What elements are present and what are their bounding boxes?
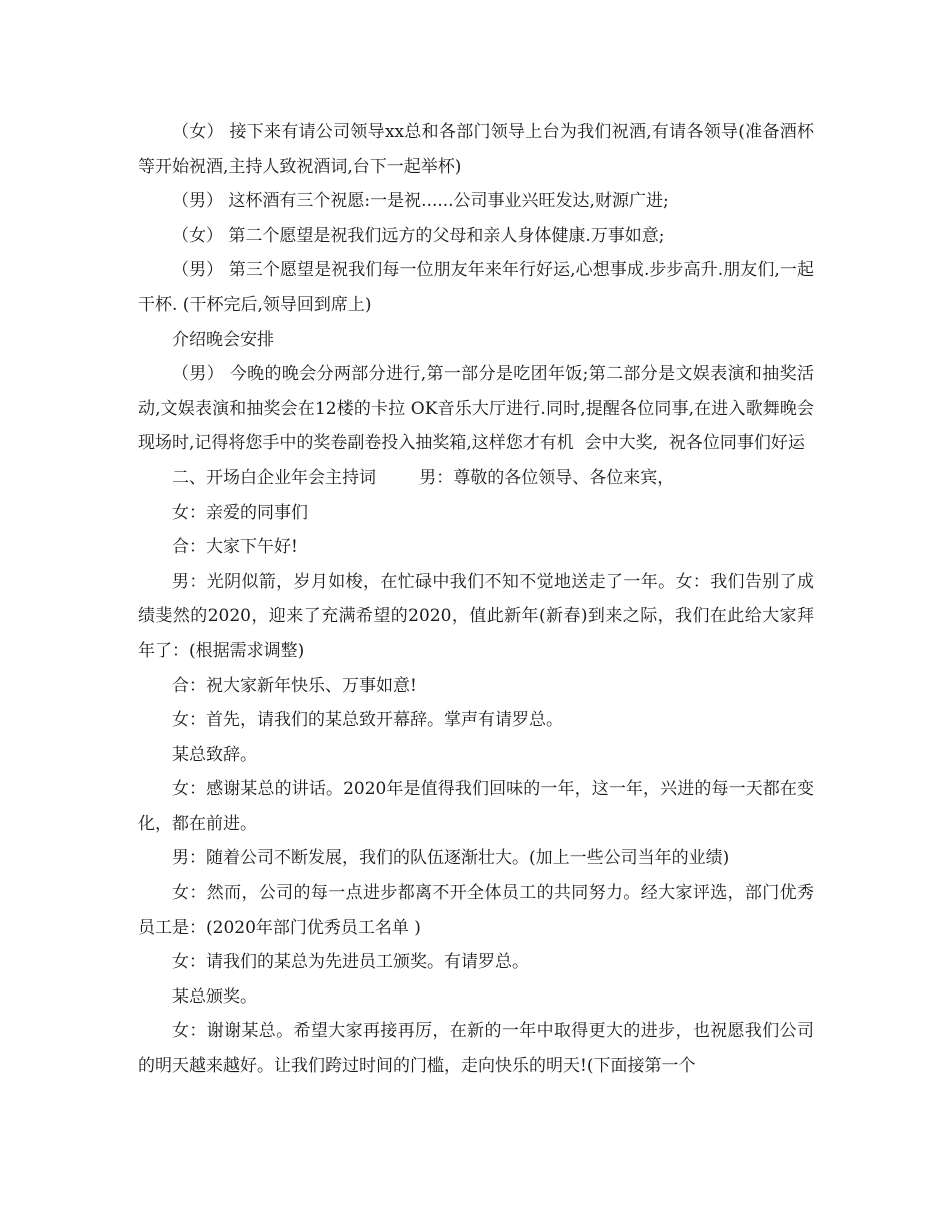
paragraph: 女：感谢某总的讲话。2020年是值得我们回味的一年，这一年，兴进的每一天都在变化，都在前进。: [138, 779, 814, 834]
paragraph: （女） 第二个愿望是祝我们远方的父母和亲人身体健康.万事如意;: [172, 225, 665, 246]
paragraph: 女：请我们的某总为先进员工颁奖。有请罗总。: [172, 952, 529, 973]
paragraph: 女：然而，公司的每一点进步都离不开全体员工的共同努力。经大家评选，部门优秀员工是：(2020年部门优秀员工名单 ): [138, 883, 814, 938]
paragraph: 女：谢谢某总。希望大家再接再厉，在新的一年中取得更大的进步，也祝愿我们公司的明天越来越好。让我们跨过时间的门槛，走向快乐的明天!(下面接第一个: [138, 1021, 814, 1077]
paragraph: （男） 第三个愿望是祝我们每一位朋友年来年行好运,心想事成.步步高升.朋友们,一起干杯. (干杯完后,领导回到席上): [138, 260, 814, 315]
document-body: [138, 115, 814, 1084]
paragraph: 女：首先，请我们的某总致开幕辞。掌声有请罗总。: [172, 710, 563, 731]
paragraph: 合：大家下午好!: [172, 537, 298, 558]
paragraph: 合：祝大家新年快乐、万事如意!: [172, 675, 417, 696]
paragraph: （女） 接下来有请公司领导xx总和各部门领导上台为我们祝酒,有请各领导(准备酒杯等开始祝酒,主持人致祝酒词,台下一起举杯): [138, 122, 814, 177]
section-heading: 二、开场白企业年会主持词 男：尊敬的各位领导、各位来宾，: [172, 467, 675, 488]
section-heading: 介绍晚会安排: [172, 329, 274, 350]
paragraph: （男） 这杯酒有三个祝愿:一是祝......公司事业兴旺发达,财源广进;: [172, 191, 669, 212]
paragraph: （男） 今晚的晚会分两部分进行,第一部分是吃团年饭;第二部分是文娱表演和抽奖活动,文娱表演和抽奖会在12楼的卡拉 OK音乐大厅进行.同时,提醒各位同事,在进入歌舞晚会现场时,记得将您手中的奖卷副卷投入抽奖箱,这样您才有机 会中大奖, 祝各位同事们好运: [138, 364, 814, 454]
paragraph: 女：亲爱的同事们: [172, 502, 308, 523]
paragraph: 男：光阴似箭，岁月如梭，在忙碌中我们不知不觉地送走了一年。女：我们告别了成绩斐然的2020，迎来了充满希望的2020，值此新年(新春)到来之际，我们在此给大家拜年了：(根据需求调整): [138, 571, 814, 661]
paragraph: 男：随着公司不断发展，我们的队伍逐渐壮大。(加上一些公司当年的业绩): [172, 848, 730, 869]
paragraph: 某总颁奖。: [172, 986, 257, 1007]
paragraph: 某总致辞。: [172, 744, 257, 765]
